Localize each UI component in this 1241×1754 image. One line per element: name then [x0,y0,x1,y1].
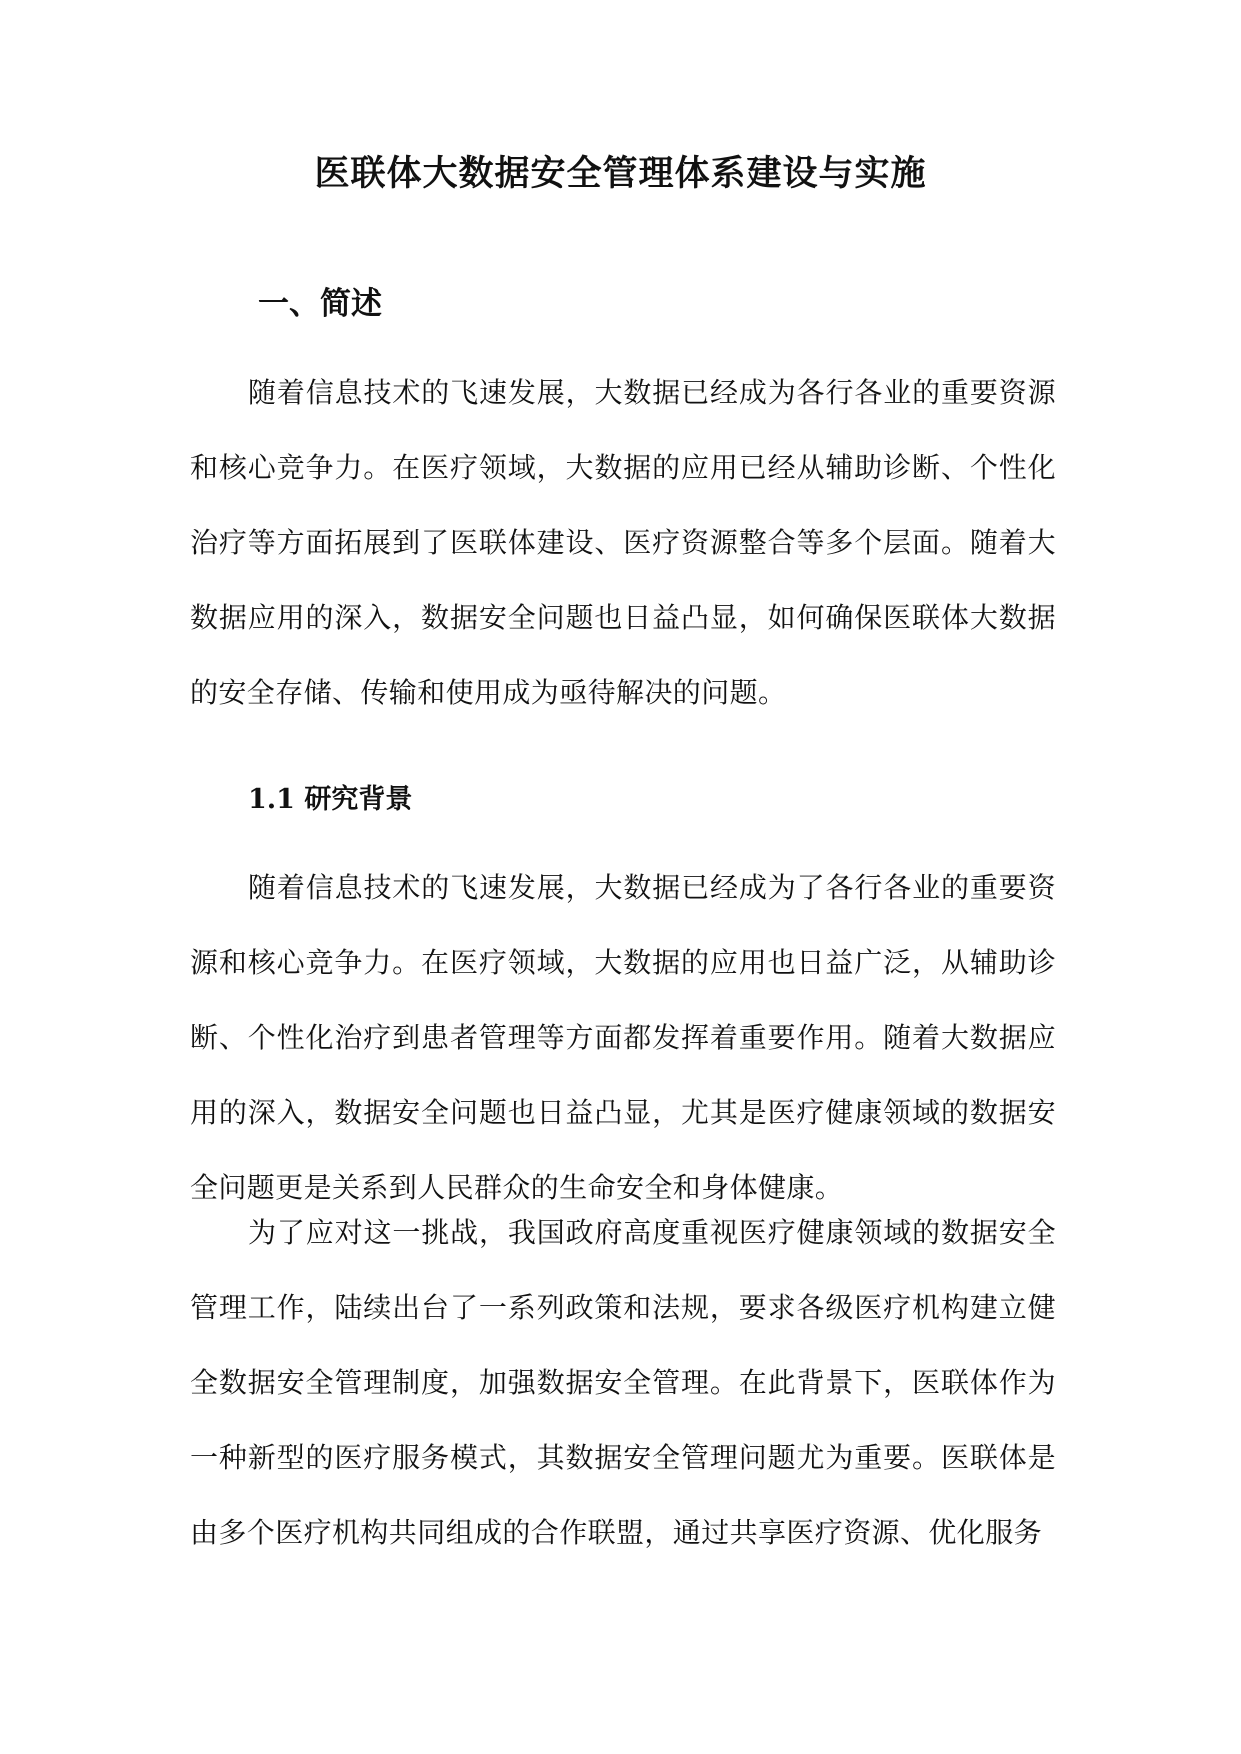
subsection-heading-research-background: 1.1 研究背景 [248,784,413,815]
background-paragraph-1: 随着信息技术的飞速发展，大数据已经成为了各行各业的重要资源和核心竞争力。在医疗领域，大数据的应用也日益广泛，从辅助诊断、个性化治疗到患者管理等方面都发挥着重要作用。随着大数据应用的深入，数据安全问题也日益凸显，尤其是医疗健康领域的数据安全问题更是关系到人民群众的生命安全和身体健康。 [190,871,1056,1204]
document-title: 医联体大数据安全管理体系建设与实施 [314,153,927,194]
background-paragraph-2: 为了应对这一挑战，我国政府高度重视医疗健康领域的数据安全管理工作，陆续出台了一系列政策和法规，要求各级医疗机构建立健全数据安全管理制度，加强数据安全管理。在此背景下，医联体作为一种新型的医疗服务模式，其数据安全管理问题尤为重要。医联体是由多个医疗机构共同组成的合作联盟，通过共享医疗资源、优化服务 [190,1216,1056,1549]
overview-paragraph: 随着信息技术的飞速发展，大数据已经成为各行各业的重要资源和核心竞争力。在医疗领域，大数据的应用已经从辅助诊断、个性化治疗等方面拓展到了医联体建设、医疗资源整合等多个层面。随着大数据应用的深入，数据安全问题也日益凸显，如何确保医联体大数据的安全存储、传输和使用成为亟待解决的问题。 [190,376,1056,709]
section-heading-overview: 一、简述 [258,286,382,322]
